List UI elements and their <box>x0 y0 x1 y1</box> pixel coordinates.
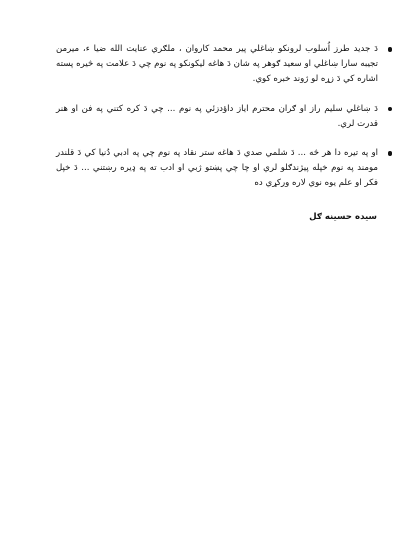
dedication-text: دَ جديد طرز اُسلوب لرونکو ښاغلي پير محمد کاروان ، ملګري عنايت الله ضيا ء، ميرمن تجيبه سارا ښاغلي او سعيد ګوهر په شان دَ هاغه ليکونکو په نوم چي دَ علامت په څيره پسته اشاره کي دَ زړه لو ژوند خبره کوي. <box>56 44 378 85</box>
bullet-icon <box>388 47 393 52</box>
dedication-item <box>56 102 392 132</box>
author-signature: سيده حسينه ګل <box>309 212 377 222</box>
bullet-icon <box>388 151 393 156</box>
bullet-icon <box>388 107 393 112</box>
dedication-item <box>56 42 392 88</box>
dedication-item <box>56 146 392 192</box>
dedication-list <box>56 42 392 206</box>
dedication-text: دَ ښاغلي سليم راز او ګران محترم اياز داؤدزئي په نوم ... چي دَ کره کتني په فن او هنر قدرت لري. <box>56 103 378 129</box>
dedication-text: او په تيره دا هر څه ... دَ شلمي صدي دَ هاغه ستر نقاد په نوم چي په ادبي دُنيا کي دَ قلندر مومند په نوم خپله پيژندګلو لري او چا چي پښتو ژبي او ادب ته په ډيره رښتني ... دَ خپل فکر او علم يوه نوي لاره ورکړي ده <box>56 148 378 189</box>
